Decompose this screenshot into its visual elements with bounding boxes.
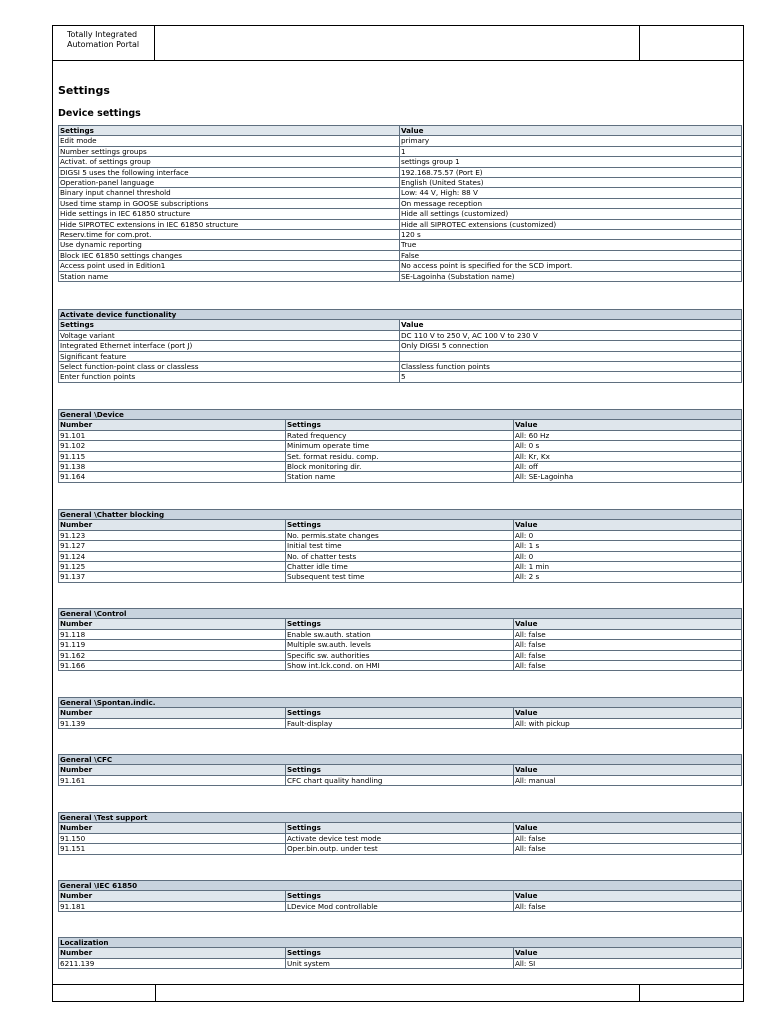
number-cell: 91.151 (59, 844, 286, 854)
footer-divider (639, 985, 640, 1002)
header-line-2: Automation Portal (67, 40, 140, 49)
table-header-row (59, 420, 742, 430)
general-test-support-table (58, 812, 742, 855)
section-header (59, 310, 742, 320)
column-header: Settings (59, 126, 400, 136)
table-row (59, 833, 742, 843)
value-cell: All: with pickup (514, 718, 742, 728)
table-row (59, 562, 742, 572)
column-header: Value (514, 708, 742, 718)
general-spontan-indic-table (58, 697, 742, 729)
value-cell: Classless function points (400, 362, 742, 372)
value-cell: All: 1 min (514, 562, 742, 572)
setting-cell: Station name (286, 472, 514, 482)
general-chatter-blocking-table (58, 509, 742, 583)
column-header: Number (59, 823, 286, 833)
value-cell: settings group 1 (400, 157, 742, 167)
column-header: Settings (286, 823, 514, 833)
table-header-row (59, 320, 742, 330)
value-cell: All: Kr, Kx (514, 451, 742, 461)
value-cell: DC 110 V to 250 V, AC 100 V to 230 V (400, 330, 742, 340)
setting-cell: Subsequent test time (286, 572, 514, 582)
table-row (59, 640, 742, 650)
column-header: Number (59, 765, 286, 775)
table-row (59, 718, 742, 728)
table-row (59, 541, 742, 551)
table-row (59, 958, 742, 968)
value-cell: All: false (514, 844, 742, 854)
table-row (59, 157, 742, 167)
table-row (59, 178, 742, 188)
number-cell: 91.162 (59, 650, 286, 660)
number-cell: 91.181 (59, 901, 286, 911)
column-header: Settings (286, 765, 514, 775)
value-cell: All: 1 s (514, 541, 742, 551)
number-cell: 91.124 (59, 551, 286, 561)
section-title: General \Chatter blocking (59, 510, 742, 520)
value-cell (400, 351, 742, 361)
table-row (59, 167, 742, 177)
table-row (59, 441, 742, 451)
value-cell: All: 0 (514, 530, 742, 540)
localization-table (58, 937, 742, 969)
setting-cell: Multiple sw.auth. levels (286, 640, 514, 650)
number-cell: 91.115 (59, 451, 286, 461)
value-cell: All: manual (514, 775, 742, 785)
column-header: Value (514, 948, 742, 958)
table-header-row (59, 708, 742, 718)
column-header: Settings (59, 320, 400, 330)
column-header: Number (59, 948, 286, 958)
value-cell: 192.168.75.57 (Port E) (400, 167, 742, 177)
value-cell: Only DIGSI 5 connection (400, 341, 742, 351)
setting-cell: Integrated Ethernet interface (port J) (59, 341, 400, 351)
setting-cell: Voltage variant (59, 330, 400, 340)
page-subtitle: Device settings (58, 108, 141, 119)
column-header: Value (514, 520, 742, 530)
value-cell: All: false (514, 833, 742, 843)
table-row (59, 261, 742, 271)
table-row (59, 240, 742, 250)
setting-cell: Hide SIPROTEC extensions in IEC 61850 structure (59, 219, 400, 229)
setting-cell: DIGSI 5 uses the following interface (59, 167, 400, 177)
table-row (59, 146, 742, 156)
section-title: General \Spontan.indic. (59, 698, 742, 708)
value-cell: All: SE-Lagoinha (514, 472, 742, 482)
section-title: Activate device functionality (59, 310, 742, 320)
column-header: Number (59, 520, 286, 530)
footer-divider (155, 985, 156, 1002)
value-cell: Hide all SIPROTEC extensions (customized) (400, 219, 742, 229)
value-cell: All: false (514, 901, 742, 911)
column-header: Number (59, 891, 286, 901)
number-cell: 91.127 (59, 541, 286, 551)
value-cell: English (United States) (400, 178, 742, 188)
setting-cell: Edit mode (59, 136, 400, 146)
table-row (59, 341, 742, 351)
number-cell: 91.139 (59, 718, 286, 728)
general-cfc-table (58, 754, 742, 786)
value-cell: All: 0 s (514, 441, 742, 451)
section-title: General \CFC (59, 755, 742, 765)
table-row (59, 330, 742, 340)
value-cell: Low: 44 V, High: 88 V (400, 188, 742, 198)
table-row (59, 530, 742, 540)
setting-cell: Activat. of settings group (59, 157, 400, 167)
number-cell: 91.138 (59, 462, 286, 472)
table-row (59, 219, 742, 229)
setting-cell: Initial test time (286, 541, 514, 551)
section-title: General \Control (59, 609, 742, 619)
section-header (59, 698, 742, 708)
section-title: General \Test support (59, 813, 742, 823)
column-header: Value (514, 823, 742, 833)
setting-cell: Show int.lck.cond. on HMI (286, 661, 514, 671)
table-row (59, 136, 742, 146)
value-cell: All: 2 s (514, 572, 742, 582)
setting-cell: Unit system (286, 958, 514, 968)
table-row (59, 351, 742, 361)
number-cell: 91.125 (59, 562, 286, 572)
setting-cell: Enable sw.auth. station (286, 629, 514, 639)
table-header-row (59, 520, 742, 530)
header-line-1: Totally Integrated (67, 30, 138, 39)
value-cell: All: SI (514, 958, 742, 968)
setting-cell: Activate device test mode (286, 833, 514, 843)
setting-cell: LDevice Mod controllable (286, 901, 514, 911)
setting-cell: Binary input channel threshold (59, 188, 400, 198)
table-row (59, 661, 742, 671)
section-header (59, 510, 742, 520)
setting-cell: Station name (59, 271, 400, 281)
setting-cell: Set. format residu. comp. (286, 451, 514, 461)
number-cell: 91.101 (59, 430, 286, 440)
table-header-row (59, 948, 742, 958)
table-row (59, 551, 742, 561)
header-logo-text (53, 26, 155, 60)
column-header: Settings (286, 420, 514, 430)
general-control-table (58, 608, 742, 671)
setting-cell: Oper.bin.outp. under test (286, 844, 514, 854)
table-header-row (59, 823, 742, 833)
column-header: Number (59, 619, 286, 629)
table-header-row (59, 891, 742, 901)
number-cell: 91.102 (59, 441, 286, 451)
section-title: General \Device (59, 410, 742, 420)
general-device-table (58, 409, 742, 483)
setting-cell: Reserv.time for com.prot. (59, 230, 400, 240)
value-cell: 5 (400, 372, 742, 382)
setting-cell: No. of chatter tests (286, 551, 514, 561)
setting-cell: CFC chart quality handling (286, 775, 514, 785)
value-cell: 120 s (400, 230, 742, 240)
column-header: Number (59, 708, 286, 718)
table-row (59, 462, 742, 472)
setting-cell: No. permis.state changes (286, 530, 514, 540)
column-header: Value (514, 619, 742, 629)
setting-cell: Used time stamp in GOOSE subscriptions (59, 198, 400, 208)
value-cell: 1 (400, 146, 742, 156)
number-cell: 91.150 (59, 833, 286, 843)
setting-cell: Access point used in Edition1 (59, 261, 400, 271)
general-iec-61850-table (58, 880, 742, 912)
value-cell: Hide all settings (customized) (400, 209, 742, 219)
column-header: Value (514, 420, 742, 430)
section-header (59, 938, 742, 948)
column-header: Settings (286, 520, 514, 530)
setting-cell: Fault-display (286, 718, 514, 728)
section-header (59, 813, 742, 823)
column-header: Value (514, 891, 742, 901)
table-row (59, 250, 742, 260)
column-header: Settings (286, 891, 514, 901)
value-cell: On message reception (400, 198, 742, 208)
value-cell: primary (400, 136, 742, 146)
table-row (59, 472, 742, 482)
column-header: Number (59, 420, 286, 430)
section-header (59, 609, 742, 619)
page-header (53, 26, 743, 61)
table-row (59, 271, 742, 281)
table-row (59, 430, 742, 440)
setting-cell: Number settings groups (59, 146, 400, 156)
value-cell: No access point is specified for the SCD import. (400, 261, 742, 271)
number-cell: 91.123 (59, 530, 286, 540)
value-cell: True (400, 240, 742, 250)
table-row (59, 209, 742, 219)
number-cell: 91.137 (59, 572, 286, 582)
section-title: General \IEC 61850 (59, 881, 742, 891)
table-row (59, 844, 742, 854)
column-header: Settings (286, 708, 514, 718)
number-cell: 91.161 (59, 775, 286, 785)
setting-cell: Select function-point class or classless (59, 362, 400, 372)
section-header (59, 881, 742, 891)
value-cell: All: 60 Hz (514, 430, 742, 440)
table-header-row (59, 619, 742, 629)
table-row (59, 451, 742, 461)
number-cell: 6211.139 (59, 958, 286, 968)
table-row (59, 650, 742, 660)
setting-cell: Specific sw. authorities (286, 650, 514, 660)
section-title: Localization (59, 938, 742, 948)
setting-cell: Block IEC 61850 settings changes (59, 250, 400, 260)
table-row (59, 629, 742, 639)
setting-cell: Enter function points (59, 372, 400, 382)
value-cell: All: false (514, 640, 742, 650)
table-row (59, 188, 742, 198)
setting-cell: Operation-panel language (59, 178, 400, 188)
table-row (59, 901, 742, 911)
table-row (59, 572, 742, 582)
column-header: Value (400, 126, 742, 136)
table-row (59, 372, 742, 382)
table-row (59, 198, 742, 208)
section-header (59, 410, 742, 420)
number-cell: 91.166 (59, 661, 286, 671)
page-title: Settings (58, 84, 110, 97)
number-cell: 91.164 (59, 472, 286, 482)
value-cell: All: false (514, 650, 742, 660)
page-footer (53, 984, 743, 1002)
table-row (59, 230, 742, 240)
value-cell: False (400, 250, 742, 260)
setting-cell: Use dynamic reporting (59, 240, 400, 250)
device-settings-table (58, 125, 742, 282)
column-header: Value (400, 320, 742, 330)
setting-cell: Hide settings in IEC 61850 structure (59, 209, 400, 219)
table-row (59, 775, 742, 785)
setting-cell: Significant feature (59, 351, 400, 361)
document-page (52, 25, 744, 1002)
column-header: Settings (286, 619, 514, 629)
value-cell: All: off (514, 462, 742, 472)
activate-functionality-table (58, 309, 742, 383)
setting-cell: Rated frequency (286, 430, 514, 440)
setting-cell: Chatter idle time (286, 562, 514, 572)
value-cell: SE-Lagoinha (Substation name) (400, 271, 742, 281)
setting-cell: Minimum operate time (286, 441, 514, 451)
table-row (59, 362, 742, 372)
value-cell: All: false (514, 661, 742, 671)
value-cell: All: false (514, 629, 742, 639)
table-header-row (59, 765, 742, 775)
value-cell: All: 0 (514, 551, 742, 561)
column-header: Settings (286, 948, 514, 958)
setting-cell: Block monitoring dir. (286, 462, 514, 472)
header-right-cell (639, 26, 743, 60)
number-cell: 91.118 (59, 629, 286, 639)
table-header-row (59, 126, 742, 136)
section-header (59, 755, 742, 765)
number-cell: 91.119 (59, 640, 286, 650)
column-header: Value (514, 765, 742, 775)
